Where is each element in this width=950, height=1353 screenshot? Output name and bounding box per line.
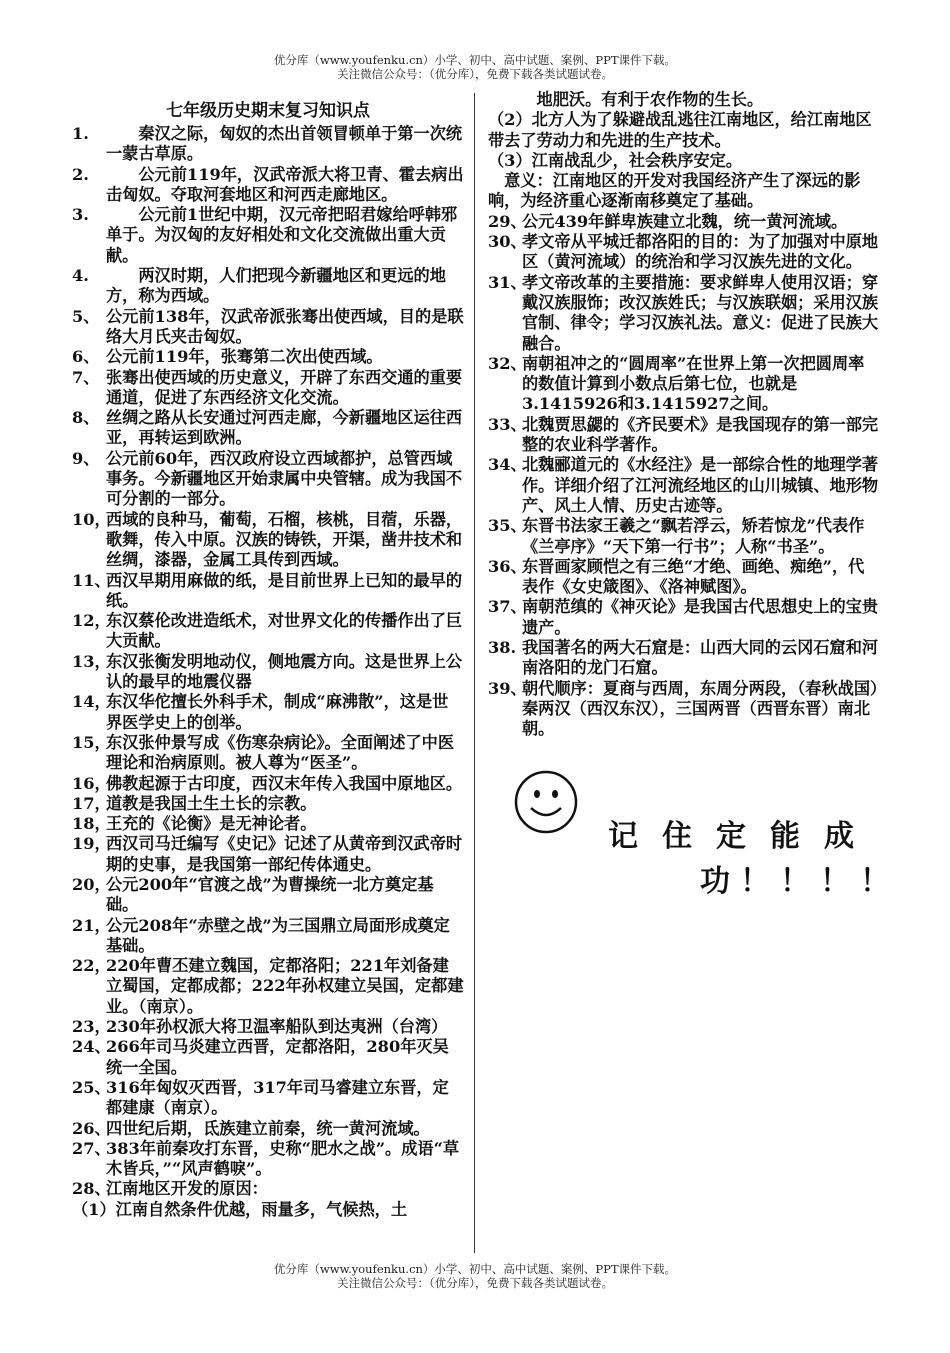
item-number: 9、 xyxy=(72,448,100,468)
knowledge-item xyxy=(72,368,464,409)
item-text: 东汉蔡伦改进造纸术，对世界文化的传播作出了巨大贡献。 xyxy=(106,611,463,651)
knowledge-item xyxy=(488,679,880,740)
motto-line-2: 功！！！！ xyxy=(700,864,900,899)
item-number: 34、 xyxy=(488,455,527,475)
item-text: 公元208年“赤壁之战”为三国鼎立局面形成奠定基础。 xyxy=(106,915,450,955)
item-number: 29、 xyxy=(488,211,527,231)
knowledge-item xyxy=(488,232,880,273)
knowledge-item xyxy=(72,1200,464,1220)
item-text: 316年匈奴灭西晋，317年司马睿建立东晋，定都建康（南京）。 xyxy=(106,1077,449,1118)
knowledge-item xyxy=(488,171,880,212)
item-number: 14， xyxy=(72,692,111,712)
item-text: 张骞出使西域的历史意义，开辟了东西交通的重要通道，促进了东西经济文化交流。 xyxy=(106,367,463,407)
knowledge-item xyxy=(488,354,880,415)
knowledge-item xyxy=(72,205,464,266)
knowledge-item xyxy=(72,307,464,348)
knowledge-item xyxy=(488,516,880,557)
item-text: 南朝范缜的《神灭论》是我国古代思想史上的宝贵遗产。 xyxy=(522,597,879,637)
item-text: （1）江南自然条件优越，雨量多，气候热，土 xyxy=(72,1199,408,1219)
knowledge-item xyxy=(72,165,464,206)
knowledge-item xyxy=(72,834,464,875)
footer-line-2: 关注微信公众号：（优分库），免费下载各类试题试卷。 xyxy=(337,1276,613,1290)
item-number: 39、 xyxy=(488,678,527,698)
item-text: 王充的《论衡》是无神论者。 xyxy=(106,814,317,834)
knowledge-item xyxy=(72,347,464,367)
motto-line-1: 记住定能成 xyxy=(608,819,878,854)
knowledge-item xyxy=(488,90,880,110)
item-text: 西汉司马迁编写《史记》记述了从黄帝到汉武帝时期的史事，是我国第一部纪传体通史。 xyxy=(106,834,463,874)
item-number: 21， xyxy=(72,915,111,935)
item-number: 12， xyxy=(72,611,111,631)
knowledge-item xyxy=(72,814,464,834)
item-number: 25、 xyxy=(72,1077,111,1097)
item-number: 17， xyxy=(72,793,111,813)
item-text: 东晋画家顾恺之有三绝“才绝、画绝、痴绝”，代表作《女史箴图》、《洛神赋图》。 xyxy=(522,556,865,597)
knowledge-item xyxy=(488,415,880,456)
item-text: 西汉早期用麻做的纸，是目前世界上已知的最早的纸。 xyxy=(106,570,463,610)
item-text: 东汉华佗擅长外科手术，制成“麻沸散”，这是世界医学史上的创举。 xyxy=(106,692,449,732)
item-text: 南朝祖冲之的“圆周率”在世界上第一次把圆周率的数值计算到小数点后第七位，也就是3.1415926和3.1415927之间。 xyxy=(522,353,865,414)
knowledge-item xyxy=(72,692,464,733)
item-number: 8、 xyxy=(72,408,100,428)
knowledge-item xyxy=(72,266,464,307)
knowledge-item xyxy=(72,510,464,571)
item-text: 266年司马炎建立西晋，定都洛阳，280年灭吴统一全国。 xyxy=(106,1037,449,1077)
item-number: 24、 xyxy=(72,1037,111,1057)
item-text: 220年曹丕建立魏国，定都洛阳；221年刘备建立蜀国，定都成都；222年孙权建立吴国，定都建业。（南京）。 xyxy=(106,956,464,1016)
item-number: 13， xyxy=(72,651,111,671)
knowledge-item xyxy=(72,1017,464,1037)
knowledge-item xyxy=(488,110,880,151)
knowledge-item xyxy=(72,652,464,693)
item-text: 两汉时期，人们把现今新疆地区和更远的地方，称为西域。 xyxy=(106,266,446,306)
knowledge-item xyxy=(72,1078,464,1119)
knowledge-item xyxy=(72,124,464,165)
item-text: 北魏贾思勰的《齐民要术》是我国现存的第一部完整的农业科学著作。 xyxy=(522,414,879,455)
knowledge-item xyxy=(72,1179,464,1199)
knowledge-item xyxy=(488,151,880,171)
item-text: 公元439年鲜卑族建立北魏，统一黄河流域。 xyxy=(522,211,848,231)
item-number: 35、 xyxy=(488,516,527,536)
item-number: 31、 xyxy=(488,272,527,292)
item-number: 4. xyxy=(72,266,89,286)
item-number: 1. xyxy=(72,124,89,143)
item-number: 10， xyxy=(72,509,111,529)
page-footer xyxy=(0,1262,950,1290)
item-number: 33、 xyxy=(488,414,527,434)
item-text: 意义：江南地区的开发对我国经济产生了深远的影响，为经济重心逐渐南移奠定了基础。 xyxy=(488,171,861,211)
item-number: 36、 xyxy=(488,556,527,576)
item-number: 32、 xyxy=(488,353,527,373)
knowledge-item xyxy=(72,408,464,449)
item-number: 22， xyxy=(72,956,111,976)
knowledge-item xyxy=(488,638,880,679)
item-text: 朝代顺序：夏商与西周，东周分两段，（春秋战国）秦两汉（西汉东汉），三国两晋（西晋东晋）南北朝。 xyxy=(522,678,879,739)
knowledge-item xyxy=(488,212,880,232)
page-header xyxy=(0,53,950,81)
item-number: 6、 xyxy=(72,347,100,367)
item-number: 37、 xyxy=(488,597,527,617)
page-title: 七年级历史期末复习知识点 xyxy=(166,101,370,121)
item-number: 27、 xyxy=(72,1138,111,1158)
right-column xyxy=(488,90,880,740)
knowledge-item xyxy=(72,1037,464,1078)
item-text: 公元前119年，汉武帝派大将卫青、霍去病出击匈奴。夺取河套地区和河西走廊地区。 xyxy=(106,164,464,204)
knowledge-item xyxy=(72,875,464,916)
knowledge-item xyxy=(72,794,464,814)
item-number: 26、 xyxy=(72,1118,111,1138)
knowledge-item xyxy=(488,597,880,638)
item-text: 孝文帝改革的主要措施：要求鲜卑人使用汉语；穿戴汉族服饰；改汉族姓氏；与汉族联姻；采用汉族官制、律令；学习汉族礼法。意义：促进了民族大融合。 xyxy=(522,272,879,353)
footer-line-1: 优分库（www.youfenku.cn）小学、初中、高中试题、案例、PPT课件下载。 xyxy=(273,1262,677,1276)
item-number: 28、 xyxy=(72,1179,111,1199)
item-number: 16， xyxy=(72,773,111,793)
item-number: 2. xyxy=(72,164,89,184)
item-number: 5、 xyxy=(72,306,100,326)
knowledge-item xyxy=(488,557,880,598)
knowledge-item xyxy=(72,774,464,794)
item-text: （2）北方人为了躲避战乱逃往江南地区，给江南地区带去了劳动力和先进的生产技术。 xyxy=(488,110,872,150)
knowledge-item xyxy=(72,733,464,774)
item-number: 23， xyxy=(72,1017,111,1037)
item-number: 19， xyxy=(72,834,111,854)
item-number: 20， xyxy=(72,874,111,894)
item-number: 11、 xyxy=(72,570,111,590)
knowledge-item xyxy=(488,273,880,354)
item-text: 东汉张仲景写成《伤寒杂病论》。全面阐述了中医理论和治病原则。被人尊为“医圣”。 xyxy=(106,732,455,773)
knowledge-item xyxy=(72,571,464,612)
item-text: 公元前138年，汉武帝派张骞出使西域，目的是联络大月氏夹击匈奴。 xyxy=(106,306,464,346)
item-text: 383年前秦攻打东晋，史称“肥水之战”。成语“草木皆兵，”“风声鹤唳”。 xyxy=(106,1138,460,1179)
column-divider xyxy=(474,93,475,1253)
header-line-1: 优分库（www.youfenku.cn）小学、初中、高中试题、案例、PPT课件下载。 xyxy=(273,53,677,67)
right-item-list xyxy=(488,90,880,740)
smiley-face-icon xyxy=(514,770,578,834)
knowledge-item xyxy=(72,1139,464,1180)
item-number: 18， xyxy=(72,814,111,834)
item-text: 我国著名的两大石窟是：山西大同的云冈石窟和河南洛阳的龙门石窟。 xyxy=(522,638,879,678)
left-item-list xyxy=(72,124,464,1220)
item-text: 北魏郦道元的《水经注》是一部综合性的地理学著作。详细介绍了江河流经地区的山川城镇、地形物产、风土人情、历史古迹等。 xyxy=(522,455,879,515)
item-text: 秦汉之际，匈奴的杰出首领冒顿单于第一次统一蒙古草原。 xyxy=(106,124,463,164)
item-text: 四世纪后期，氐族建立前秦，统一黄河流域。 xyxy=(106,1118,430,1138)
knowledge-item xyxy=(488,455,880,516)
item-text: 道教是我国土生土长的宗教。 xyxy=(106,793,317,813)
item-number: 3. xyxy=(72,205,89,225)
item-text: 孝文帝从平城迁都洛阳的目的：为了加强对中原地区（黄河流域）的统治和学习汉族先进的文化。 xyxy=(522,232,879,272)
header-line-2: 关注微信公众号：（优分库），免费下载各类试题试卷。 xyxy=(337,67,613,81)
knowledge-item xyxy=(72,956,464,1017)
item-number: 15， xyxy=(72,732,111,752)
item-text: （3）江南战乱少，社会秩序安定。 xyxy=(488,150,743,170)
item-text: 公元前1世纪中期，汉元帝把昭君嫁给呼韩邪单于。为汉匈的友好相处和文化交流做出重大贡献。 xyxy=(106,205,458,265)
left-column xyxy=(72,98,464,1220)
knowledge-item xyxy=(72,916,464,957)
item-text: 公元前60年，西汉政府设立西域都护，总管西域事务。今新疆地区开始隶属中央管辖。成为我国不可分割的一部分。 xyxy=(106,448,463,509)
item-text: 西域的良种马，葡萄，石榴，核桃，目蓿，乐器，歌舞，传入中原。汉族的铸铁，开渠，凿井技术和丝绸，漆器，金属工具传到西域。 xyxy=(106,509,463,570)
item-text: 公元200年“官渡之战”为曹操统一北方奠定基础。 xyxy=(106,874,434,915)
knowledge-item xyxy=(72,611,464,652)
knowledge-item xyxy=(72,449,464,510)
item-text: 公元前119年，张骞第二次出使西域。 xyxy=(106,347,383,367)
item-text: 地肥沃。有利于农作物的生长。 xyxy=(488,90,764,109)
item-text: 丝绸之路从长安通过河西走廊，今新疆地区运往西亚，再转运到欧洲。 xyxy=(106,408,463,448)
item-number: 30、 xyxy=(488,232,527,252)
item-text: 东汉张衡发明地动仪，侧地震方向。这是世界上公认的最早的地震仪器 xyxy=(106,651,463,692)
item-text: 江南地区开发的原因： xyxy=(106,1179,268,1199)
item-number: 38. xyxy=(488,638,517,658)
item-text: 东晋书法家王羲之“飘若浮云，矫若惊龙”代表作《兰亭序》“天下第一行书”；人称“书圣”。 xyxy=(522,516,865,556)
knowledge-item xyxy=(72,1119,464,1139)
item-text: 230年孙权派大将卫温率船队到达夷洲（台湾） xyxy=(106,1017,448,1037)
item-number: 7、 xyxy=(72,367,100,387)
item-text: 佛教起源于古印度，西汉末年传入我国中原地区。 xyxy=(106,773,463,793)
